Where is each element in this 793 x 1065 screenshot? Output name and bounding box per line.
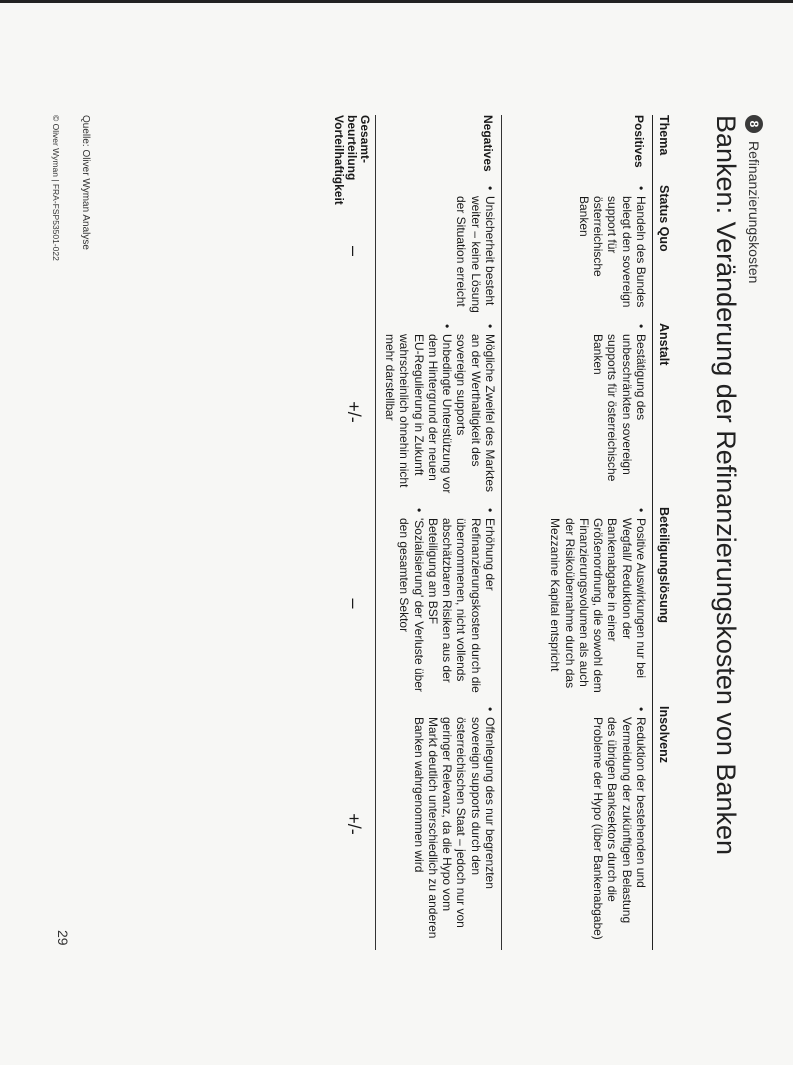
section-label: Refinanzierungskosten [746,141,762,284]
section-header [745,115,763,283]
page-title: Banken: Veränderung der Refinanzierungskosten von Banken [711,115,741,856]
cell-bullet: • Unsicherheit besteht weiter – keine Lösung der Situation erreicht [454,196,497,317]
comparison-table [315,115,681,950]
row-label-negatives: Negatives [481,115,495,172]
header-thema: Thema [657,115,671,156]
cell-bullet: • Handeln des Bundes belegt den sovereign support für österreichische Banken [577,196,648,317]
gesamt-label-line: Gesamt- [358,115,372,164]
cell-bullet: • Erhöhung der Refinanzierungskosten durch die übernommenen, nicht vollends abschätzbaren Risiken aus der Beteiligung am BSF [426,518,497,700]
row-label-positives: Positives [632,115,646,168]
header-beteiligung: Beteiligungslösung [657,507,671,623]
rating-status-quo: – [344,245,364,256]
rating-insolvenz: +/- [344,813,364,835]
header-anstalt: Anstalt [657,323,671,366]
cell-bullet: • Bestätigung des unbeschränkten sovereign supports für österreichische Banken [591,334,648,501]
table-row-gesamt [315,115,375,950]
page-number: 29 [55,930,71,946]
header-insolvenz: Insolvenz [657,706,671,763]
table-row-negatives [375,115,501,950]
cell-bullet: • Offenlegung des nur begrenzten sovereign supports durch den österreichischen Staat – jedoch nur von geringer Relevanz, da die Hypo vom Markt deutlich unterschiedlich zu anderen Banken wahrgenommen wird [411,717,497,942]
cell-bullet: • Unbedingte Unterstützung vor dem Hintergrund der neuen EU-Regulierung in Zukunft wahrscheinlich ohnehin nicht mehr darstellbar [383,334,454,501]
row-label-gesamt [315,115,375,205]
cell-bullet: • 'Sozialisierung' der Verluste über den gesamten Sektor [397,518,426,700]
header-status-quo: Status Quo [657,185,671,252]
source-note: Quelle: Oliver Wyman Analyse [80,115,91,250]
cell-bullet: • Positive Auswirkungen nur bei Wegfall/ Reduktion der Bankenabgabe in einer Größenordnung, die sowohl dem Finanzierungsvolumen als auch der Risikoübernahme durch das Mezzanine Kapital entspricht [548,518,648,700]
table-header-row [652,115,681,950]
rating-anstalt: +/- [344,401,364,423]
rating-beteiligung: – [344,598,364,609]
table-row-positives [501,115,652,950]
gesamt-label-line: Vorteilhaftigkeit [332,115,346,205]
cell-bullet: • Mögliche Zweifel des Marktes an der Werthaltigkeit des sovereign supports [454,334,497,501]
copyright-note: © Oliver Wyman | FRA-FSP53501-022 [51,115,61,261]
section-number-badge: 8 [745,115,763,133]
gesamt-label-line: beurteilung [345,115,359,181]
cell-bullet: • Reduktion der bestehenden und Vermeidung der zukünftigen Belastung des übrigen Banksektors durch die Probleme der Hypo (über Bankenabgabe) [591,717,648,942]
